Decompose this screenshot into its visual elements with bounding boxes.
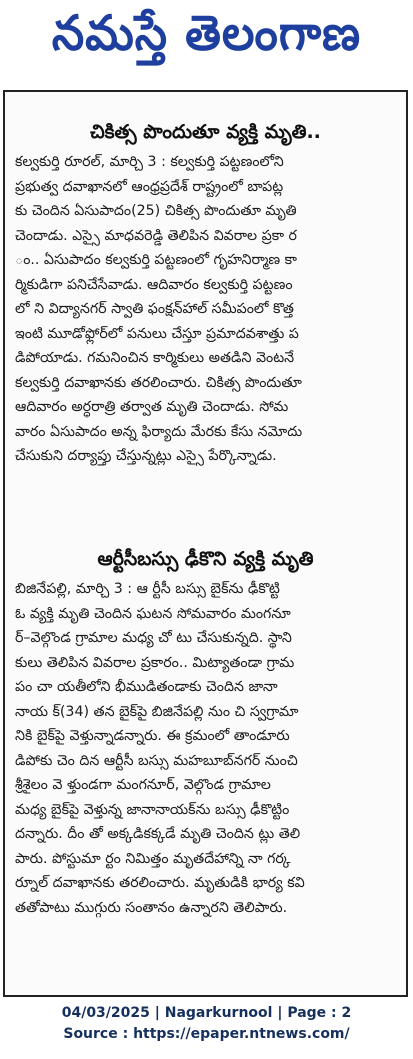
body-line: డిపోయాడు. గమనించిన కార్మికులు అతడిని వెంటనే	[15, 350, 295, 366]
article-2	[5, 537, 406, 920]
body-line: ర్మికుడిగా పనిచేసేవాడు. ఆదివారం కల్వకుర్తి పట్టణం	[15, 276, 293, 293]
masthead	[0, 0, 413, 78]
body-line: ఇంటి మూడోఫ్లోర్‌లో పనులు చేస్తూ ప్రమాదవశాత్తు ప	[15, 325, 299, 342]
body-line: పారు. పోస్టుమా ర్టం నిమిత్తం మృతదేహాన్ని నా గర్క	[15, 850, 291, 867]
body-line: ఓ వ్యక్తి మృతి చెందిన ఘటన సోమవారం మంగనూ	[15, 605, 291, 622]
body-line: ర్–వెల్గొండ గ్రామాల మధ్య చో టు చేసుకున్నది. స్థాని	[15, 630, 292, 646]
body-line: చేసుకుని దర్యాప్తు చేస్తున్నట్లు ఎస్సై పేర్కొన్నాడు.	[15, 448, 277, 464]
article-1-headline: చికిత్స పొందుతూ వ్యక్తి మృతి..	[90, 121, 321, 143]
article-1	[5, 110, 406, 469]
footer-date-edition: 04/03/2025 | Nagarkurnool | Page : 2	[61, 1005, 352, 1021]
article-2-headline: ఆర్టీసీబస్సు ఢీకొని వ్యక్తి మృతి	[97, 548, 314, 570]
footer	[0, 1003, 413, 1045]
body-line: చెందాడు. ఎస్సై మాధవరెడ్డి తెలిపిన వివరాల ప్రకా ర	[15, 227, 297, 244]
footer-source: Source : https://epaper.ntnews.com/	[63, 1026, 350, 1042]
body-line: శ్రీశైలం వె ళ్తుండగా మంగనూర్, వెల్గొండ గ్రామాల	[15, 777, 271, 793]
body-line: దన్నారు. దీం తో అక్కడికక్కడే మృతి చెందిన ట్లు తెలి	[15, 826, 301, 842]
news-clipping	[3, 90, 408, 997]
body-line: నాయ క్(34) తన బైక్‌పై బిజినేపల్లి నుం చి స్వగ్రామా	[15, 703, 299, 720]
body-line: ర్నూల్ దవాఖానకు తరలించారు. మృతుడికి భార్య కవి	[15, 875, 305, 891]
body-line: ప్రభుత్వ దవాఖానలో ఆంధ్రప్రదేశ్ రాష్ట్రంలో బాపట్ల	[15, 178, 284, 195]
body-line: వారం ఏసుపాదం అన్న ఫిర్యాదు మేరకు కేసు నమోదు	[15, 423, 303, 440]
body-line: ఆదివారం అర్ధరాత్రి తర్వాత మృతి చెందాడు. సోమ	[15, 399, 289, 415]
body-line: ం.. ఏసుపాదం కల్వకుర్తి పట్టణంలో గృహనిర్మాణ కా	[15, 252, 297, 268]
article-1-body	[15, 150, 396, 469]
body-line: బిజినేపల్లి, మార్చి 3 : ఆ ర్టీసీ బస్సు బైక్‌ను ఢీకొట్టి	[15, 581, 280, 597]
body-line: కల్వకుర్తి రూరల్, మార్చి 3 : కల్వకుర్తి పట్టణంలోని	[15, 154, 284, 170]
body-line: కు చెందిన ఏసుపాదం(25) చికిత్స పొందుతూ మృతి	[15, 203, 297, 219]
newspaper-logo: నమస్తే తెలంగాణ	[51, 4, 362, 62]
body-line: కల్వకుర్తి దవాఖానకు తరలించారు. చికిత్స పొందుతూ	[15, 374, 302, 391]
body-line: నికి బైక్‌పై వెళ్తున్నాడన్నారు. ఈ క్రమంలో తాండూరు	[15, 728, 290, 744]
article-2-body	[15, 577, 396, 920]
body-line: మధ్య బైక్‌పై వెళ్తున్న జానానాయక్‌ను బస్సు ఢీకొట్టిం	[15, 801, 290, 818]
body-line: తతోపాటు ముగ్గురు సంతానం ఉన్నారని తెలిపారు.	[15, 899, 288, 916]
body-line: పం చా యతీలోని భీముడితండాకు చెందిన జానా	[15, 679, 278, 695]
body-line: డిపోకు చెం దిన ఆర్టీసీ బస్సు మహబూబ్‌నగర్ నుంచి	[15, 752, 298, 769]
body-line: కులు తెలిపిన వివరాల ప్రకారం.. మిట్యాతండా గ్రామ	[15, 654, 295, 671]
body-line: లో ని విద్యానగర్ స్వాతి ఫంక్షన్‌హాల్ సమీపంలో కొత్త	[15, 301, 294, 317]
